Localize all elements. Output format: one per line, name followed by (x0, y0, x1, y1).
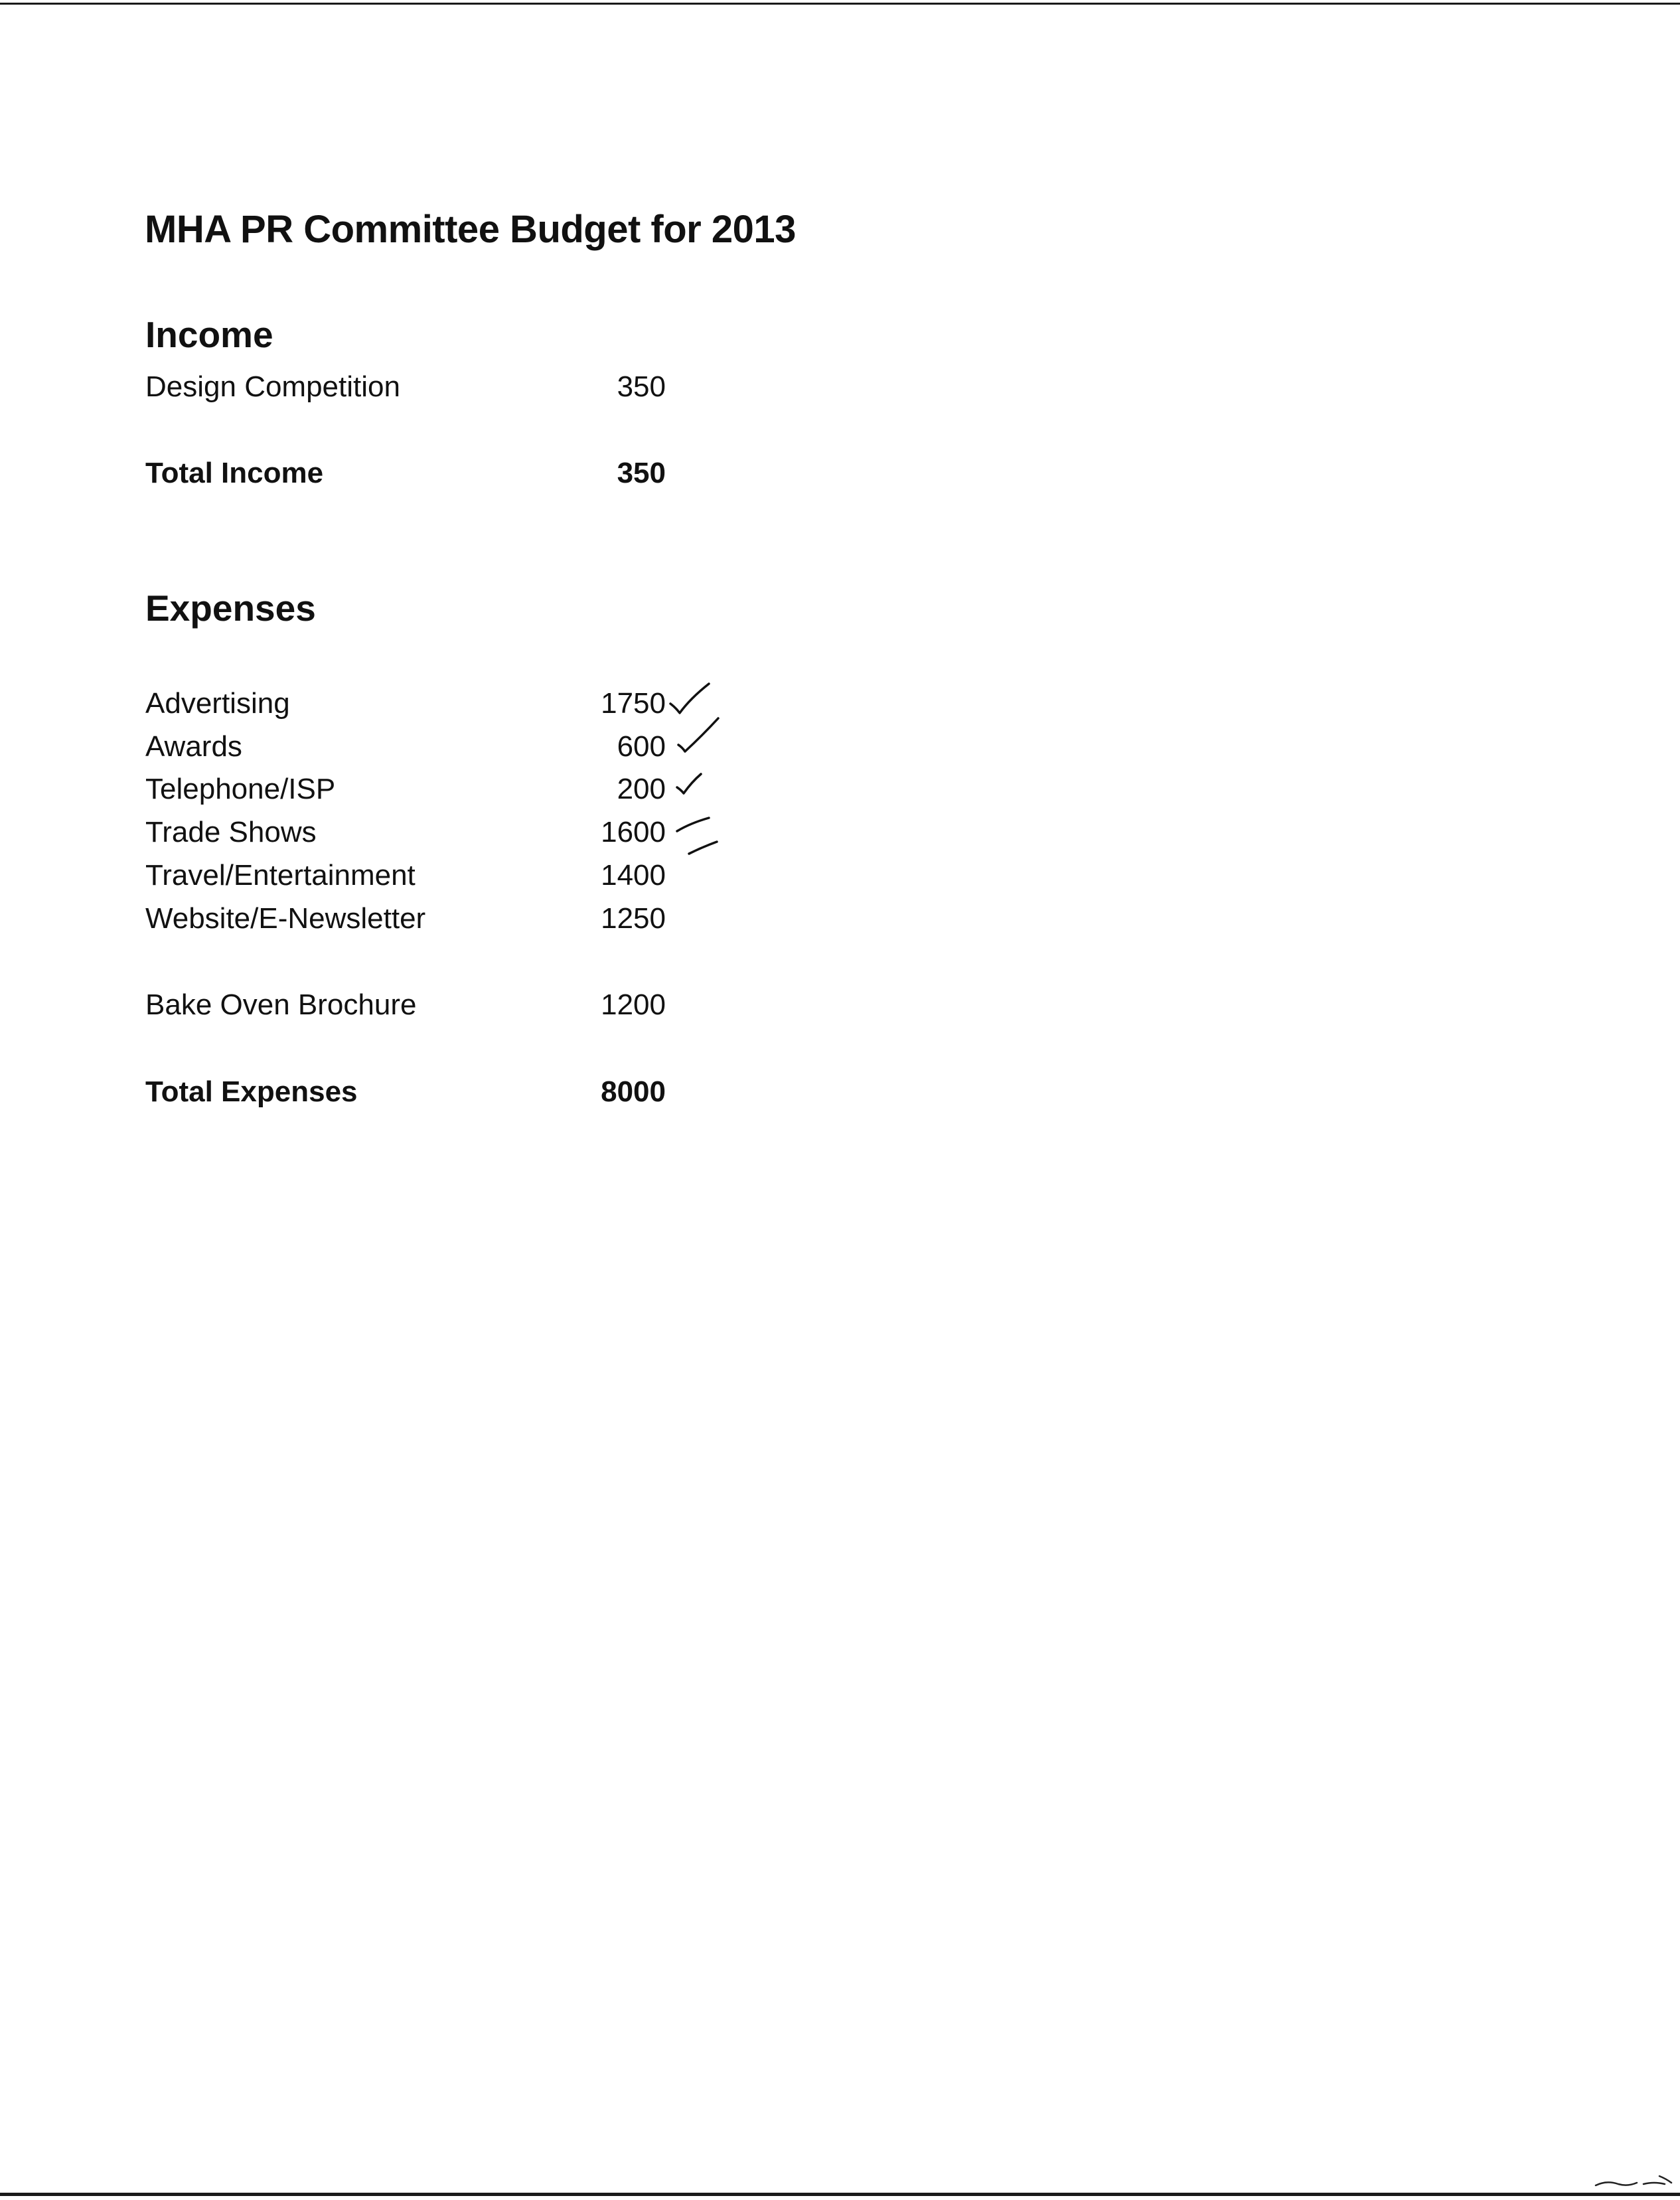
total-expenses-value: 8000 (601, 1075, 666, 1108)
expense-item-label: Trade Shows (145, 816, 317, 848)
expense-item-value: 200 (617, 773, 666, 805)
total-income-label: Total Income (145, 457, 324, 489)
check-mark-icon (677, 774, 701, 793)
expense-item-value: 1600 (601, 816, 666, 848)
expense-item-value: 1250 (601, 902, 666, 935)
income-item-label: Design Competition (145, 370, 400, 403)
scan-border-bottom (0, 2193, 1680, 2196)
expense-item-label: Travel/Entertainment (145, 859, 416, 892)
expense-item-label: Website/E-Newsletter (145, 902, 426, 935)
expense-item-label: Advertising (145, 687, 290, 720)
corner-scribble-mark (1593, 2171, 1680, 2191)
expense-extra-label: Bake Oven Brochure (145, 988, 417, 1021)
expense-item-value: 1750 (601, 687, 666, 720)
check-mark-icon (678, 718, 718, 751)
check-mark-icon (670, 684, 709, 713)
expenses-heading: Expenses (145, 588, 316, 629)
expense-extra-value: 1200 (601, 988, 666, 1021)
total-income-value: 350 (617, 457, 666, 489)
check-mark-icon (689, 842, 717, 854)
expense-item-label: Awards (145, 730, 242, 763)
income-heading: Income (145, 314, 273, 355)
document-title: MHA PR Committee Budget for 2013 (145, 208, 796, 251)
expense-item-value: 1400 (601, 859, 666, 892)
scan-border-top (0, 3, 1680, 5)
check-mark-icon (677, 818, 709, 831)
income-item-value: 350 (617, 370, 666, 403)
total-expenses-label: Total Expenses (145, 1075, 358, 1108)
expense-item-value: 600 (617, 730, 666, 763)
expense-item-label: Telephone/ISP (145, 773, 336, 805)
